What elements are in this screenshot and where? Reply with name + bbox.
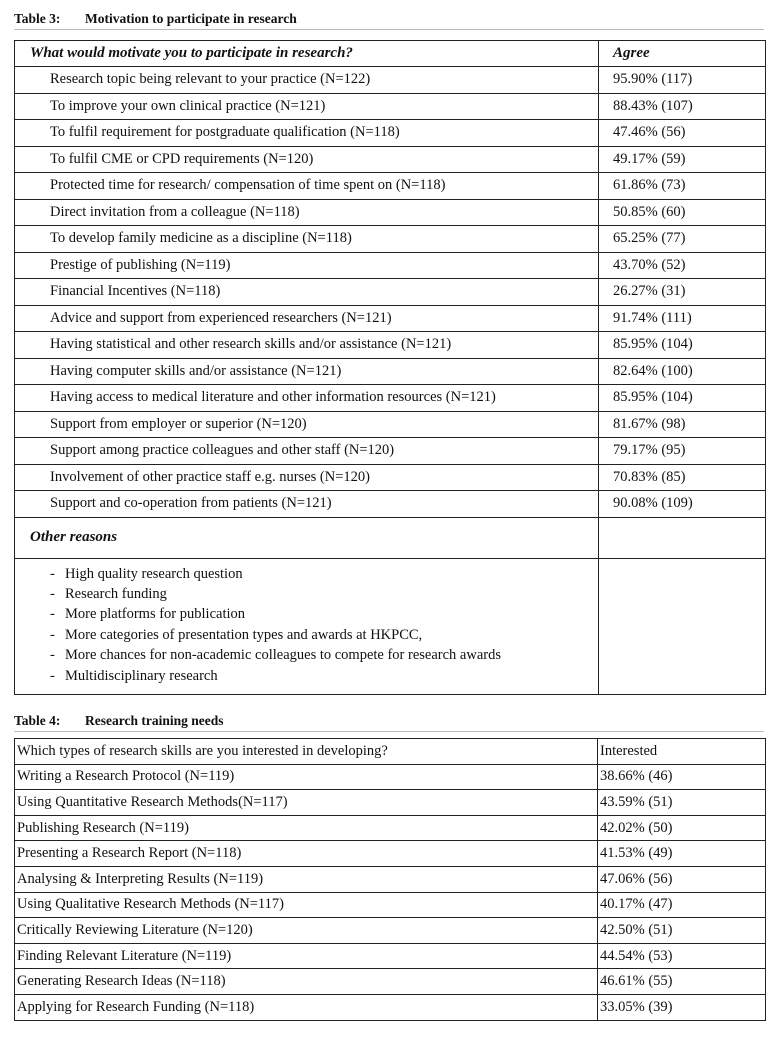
table-row — [15, 969, 766, 995]
other-reason-text: Multidisciplinary research — [65, 667, 218, 684]
table-row — [15, 764, 766, 790]
skill-label: Generating Research Ideas (N=118) — [15, 969, 598, 995]
table-row — [15, 438, 766, 465]
list-item — [50, 666, 598, 686]
other-reason-text: More platforms for publication — [65, 606, 245, 623]
table3-number: Table 3: — [14, 11, 61, 26]
bullet-dash: - — [50, 667, 55, 684]
motivation-label: Support among practice colleagues and other staff (N=120) — [15, 438, 599, 465]
other-reasons-empty-cell — [599, 517, 766, 558]
table-row — [15, 892, 766, 918]
motivation-label: Support and co-operation from patients (N=121) — [15, 491, 599, 518]
interested-value: 40.17% (47) — [598, 892, 766, 918]
table3-caption — [14, 11, 764, 30]
other-reasons-list-cell — [15, 558, 599, 694]
table-row — [15, 67, 766, 94]
other-reasons-list-row — [15, 558, 766, 694]
agree-value: 82.64% (100) — [599, 358, 766, 385]
agree-value: 65.25% (77) — [599, 226, 766, 253]
agree-value: 81.67% (98) — [599, 411, 766, 438]
interested-value: 44.54% (53) — [598, 943, 766, 969]
table-row — [15, 943, 766, 969]
bullet-dash: - — [50, 647, 55, 664]
motivation-label: Prestige of publishing (N=119) — [15, 252, 599, 279]
table3-header-row — [15, 41, 766, 67]
table3-title: Motivation to participate in research — [85, 11, 297, 26]
other-reason-text: Research funding — [65, 585, 167, 602]
motivation-label: Financial Incentives (N=118) — [15, 279, 599, 306]
interested-value: 42.50% (51) — [598, 918, 766, 944]
table3-motivation — [14, 40, 766, 695]
table-row — [15, 146, 766, 173]
motivation-label: Direct invitation from a colleague (N=118) — [15, 199, 599, 226]
agree-value: 47.46% (56) — [599, 120, 766, 147]
other-reasons-list-empty-cell — [599, 558, 766, 694]
table-row — [15, 305, 766, 332]
agree-value: 95.90% (117) — [599, 67, 766, 94]
skill-label: Applying for Research Funding (N=118) — [15, 994, 598, 1020]
motivation-label: Having statistical and other research skills and/or assistance (N=121) — [15, 332, 599, 359]
agree-value: 90.08% (109) — [599, 491, 766, 518]
table4-number: Table 4: — [14, 713, 61, 728]
table-row — [15, 93, 766, 120]
other-reason-text: High quality research question — [65, 565, 243, 582]
agree-value: 91.74% (111) — [599, 305, 766, 332]
table-row — [15, 464, 766, 491]
table-row — [15, 226, 766, 253]
interested-value: 42.02% (50) — [598, 815, 766, 841]
table-row — [15, 790, 766, 816]
table-row — [15, 279, 766, 306]
list-item — [50, 625, 598, 645]
agree-value: 61.86% (73) — [599, 173, 766, 200]
agree-value: 43.70% (52) — [599, 252, 766, 279]
motivation-label: Protected time for research/ compensation of time spent on (N=118) — [15, 173, 599, 200]
motivation-label: To fulfil CME or CPD requirements (N=120) — [15, 146, 599, 173]
list-item — [50, 645, 598, 665]
table-row — [15, 994, 766, 1020]
table-row — [15, 199, 766, 226]
other-reasons-row — [15, 517, 766, 558]
skill-label: Analysing & Interpreting Results (N=119) — [15, 866, 598, 892]
list-item — [50, 584, 598, 604]
motivation-label: Having access to medical literature and other information resources (N=121) — [15, 385, 599, 412]
motivation-label: Research topic being relevant to your practice (N=122) — [15, 67, 599, 94]
other-reason-text: More chances for non-academic colleagues to compete for research awards — [65, 647, 501, 664]
interested-value: 43.59% (51) — [598, 790, 766, 816]
agree-value: 70.83% (85) — [599, 464, 766, 491]
table-row — [15, 866, 766, 892]
list-item — [50, 564, 598, 584]
bullet-dash: - — [50, 626, 55, 643]
skill-label: Critically Reviewing Literature (N=120) — [15, 918, 598, 944]
agree-value: 85.95% (104) — [599, 385, 766, 412]
agree-value: 50.85% (60) — [599, 199, 766, 226]
motivation-label: Having computer skills and/or assistance (N=121) — [15, 358, 599, 385]
table-row — [15, 358, 766, 385]
agree-value: 79.17% (95) — [599, 438, 766, 465]
skill-label: Finding Relevant Literature (N=119) — [15, 943, 598, 969]
table-row — [15, 173, 766, 200]
table4-header-row — [15, 739, 766, 765]
table-row — [15, 120, 766, 147]
interested-value: 46.61% (55) — [598, 969, 766, 995]
list-item — [50, 604, 598, 624]
skill-label: Using Quantitative Research Methods(N=117) — [15, 790, 598, 816]
skill-label: Writing a Research Protocol (N=119) — [15, 764, 598, 790]
table4-header-interested: Interested — [598, 739, 766, 765]
table-row — [15, 491, 766, 518]
skill-label: Presenting a Research Report (N=118) — [15, 841, 598, 867]
bullet-dash: - — [50, 606, 55, 623]
bullet-dash: - — [50, 565, 55, 582]
motivation-label: To fulfil requirement for postgraduate qualification (N=118) — [15, 120, 599, 147]
interested-value: 33.05% (39) — [598, 994, 766, 1020]
agree-value: 85.95% (104) — [599, 332, 766, 359]
table-row — [15, 332, 766, 359]
table-row — [15, 411, 766, 438]
motivation-label: Advice and support from experienced researchers (N=121) — [15, 305, 599, 332]
motivation-label: To improve your own clinical practice (N=121) — [15, 93, 599, 120]
agree-value: 26.27% (31) — [599, 279, 766, 306]
interested-value: 38.66% (46) — [598, 764, 766, 790]
motivation-label: Support from employer or superior (N=120) — [15, 411, 599, 438]
table3-header-question: What would motivate you to participate in research? — [15, 41, 599, 67]
table-row — [15, 918, 766, 944]
agree-value: 88.43% (107) — [599, 93, 766, 120]
table4-training-needs — [14, 738, 766, 1021]
table4-title: Research training needs — [85, 713, 224, 728]
interested-value: 47.06% (56) — [598, 866, 766, 892]
other-reasons-label: Other reasons — [15, 517, 599, 558]
agree-value: 49.17% (59) — [599, 146, 766, 173]
bullet-dash: - — [50, 585, 55, 602]
other-reasons-list — [15, 564, 598, 686]
table-row — [15, 841, 766, 867]
interested-value: 41.53% (49) — [598, 841, 766, 867]
table4-header-question: Which types of research skills are you interested in developing? — [15, 739, 598, 765]
table-row — [15, 252, 766, 279]
motivation-label: To develop family medicine as a discipline (N=118) — [15, 226, 599, 253]
skill-label: Publishing Research (N=119) — [15, 815, 598, 841]
table-row — [15, 385, 766, 412]
skill-label: Using Qualitative Research Methods (N=117) — [15, 892, 598, 918]
motivation-label: Involvement of other practice staff e.g. nurses (N=120) — [15, 464, 599, 491]
table3-header-agree: Agree — [599, 41, 766, 67]
table4-caption — [14, 713, 764, 732]
other-reason-text: More categories of presentation types and awards at HKPCC, — [65, 626, 423, 643]
table-row — [15, 815, 766, 841]
